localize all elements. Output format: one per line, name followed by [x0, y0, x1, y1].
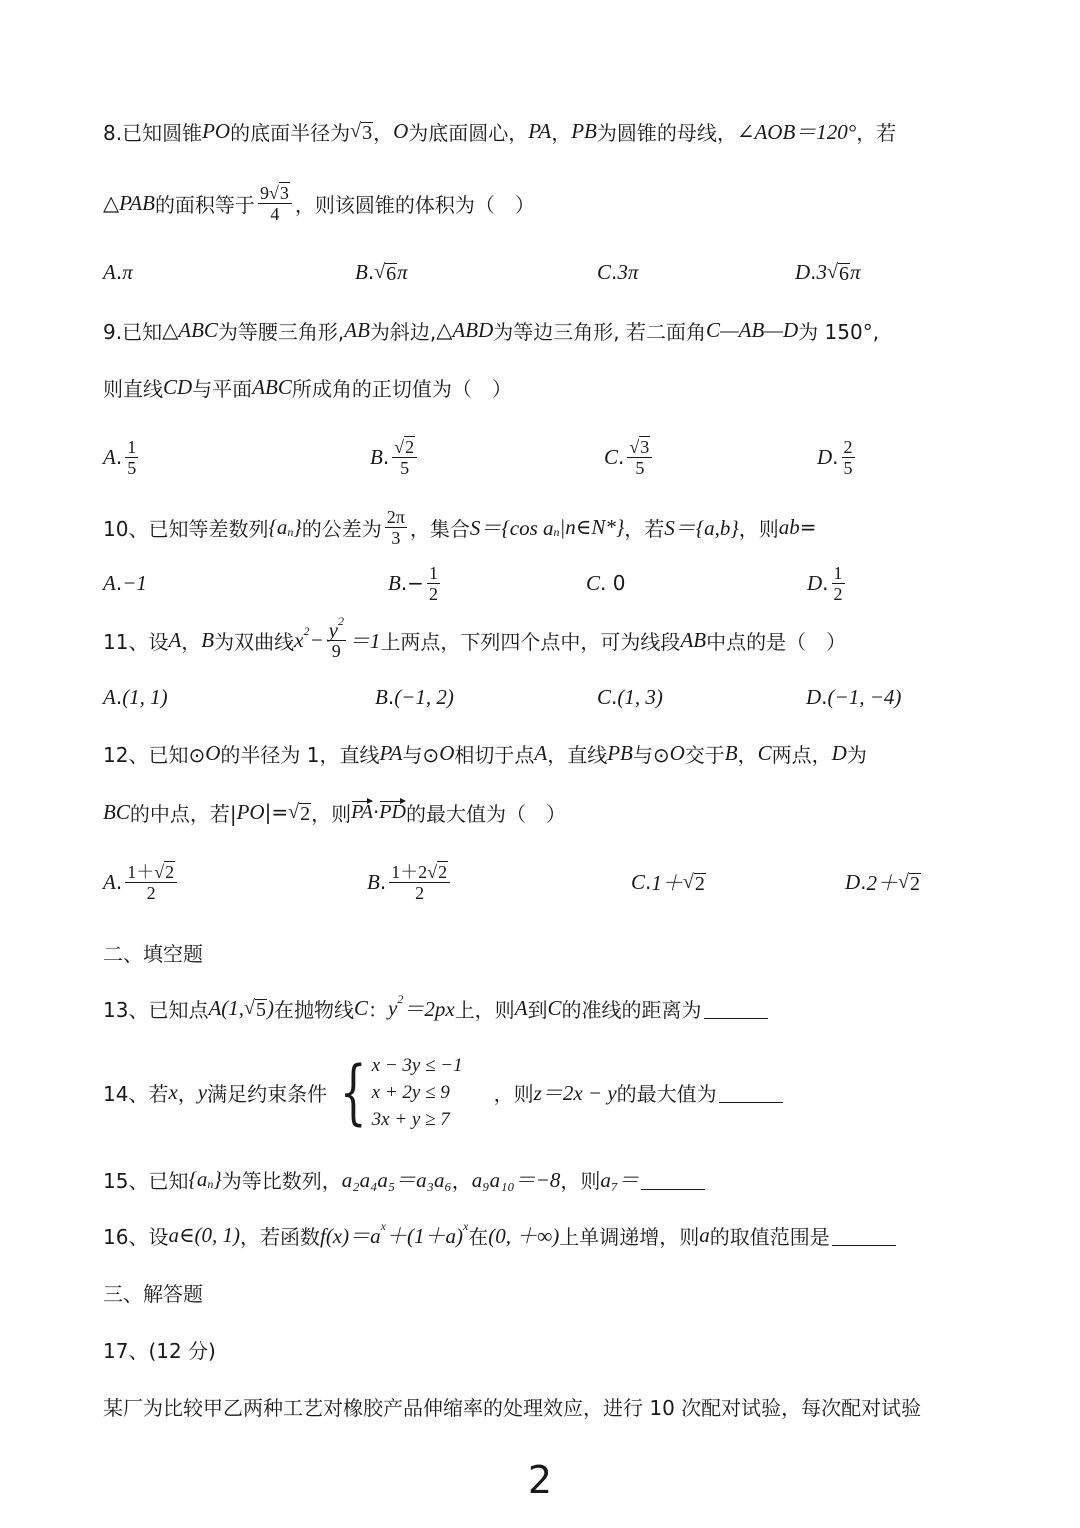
math-expression: D [807, 570, 823, 595]
math-expression: y [197, 1079, 208, 1104]
text-run: . [382, 445, 390, 469]
math-expression: y [388, 995, 398, 1020]
square-root [288, 801, 311, 824]
text-run: 二、填空题 [103, 941, 203, 966]
text-run: 2 [146, 883, 156, 903]
square-root [350, 120, 373, 143]
fraction [385, 507, 407, 548]
text-run: 2 [428, 583, 438, 604]
denominator [842, 458, 855, 478]
denominator [413, 883, 426, 903]
math-expression: (1, 1) [122, 684, 168, 709]
text-run: |= [264, 800, 289, 824]
constraint-row: x + 2y ≤ 9 [371, 1081, 450, 1103]
superscript: 2 [337, 613, 344, 628]
text-run: 2 [833, 583, 843, 604]
text-run: 的公差为 [301, 516, 382, 541]
square-root [154, 861, 175, 882]
math-expression: B [724, 740, 738, 765]
fraction [327, 613, 346, 661]
text-run: 在抛物线 [274, 997, 355, 1022]
vector: PA [351, 800, 373, 823]
text-run: 1＋2 [391, 862, 428, 882]
numerator [125, 437, 138, 458]
math-expression: C [547, 995, 562, 1020]
math-expression: S＝{cos a [469, 516, 554, 540]
text-run: ， [181, 629, 202, 654]
radical-sign-icon: √ [827, 260, 839, 283]
math-expression: x [168, 1079, 178, 1104]
page-number: 2 [527, 1458, 553, 1502]
math-expression: (0, ＋∞) [488, 1224, 560, 1248]
square-root [244, 997, 267, 1020]
text-run: 两点， [771, 742, 832, 767]
fraction [125, 437, 138, 478]
radicand: 3 [362, 121, 373, 144]
text-run: = [799, 515, 817, 539]
square-root [269, 182, 290, 203]
radicand: 2 [405, 437, 415, 457]
math-expression: PB [607, 740, 633, 765]
math-expression: C [604, 444, 619, 469]
text-run: 的最大值为 [616, 1081, 717, 1106]
text-run: 为底面圆心， [408, 120, 529, 145]
math-expression: A [514, 995, 528, 1020]
math-expression: A [103, 869, 116, 894]
text-run: 为圆锥的母线， [596, 120, 737, 145]
text-run: . [115, 260, 123, 284]
text-run: 8.已知圆锥 [103, 120, 203, 145]
answer-blank[interactable] [719, 1082, 783, 1103]
text-run: 11、设 [103, 629, 169, 654]
numerator [327, 613, 346, 642]
text-run: 3 [391, 527, 401, 548]
text-run: ，则该圆锥的体积为（ ） [294, 192, 535, 217]
fraction [125, 861, 177, 903]
text-run: 的准线的距离为 [561, 997, 702, 1022]
math-expression: {a [188, 1166, 208, 1191]
text-run: 的取值范围是 [709, 1224, 830, 1249]
fraction [427, 563, 440, 604]
math-expression: CD [163, 374, 193, 399]
math-expression: f(x)＝a [319, 1224, 381, 1248]
math-expression: B [201, 627, 215, 652]
math-expression: C [597, 684, 612, 709]
left-brace-icon: { [340, 1051, 367, 1133]
text-run: . [810, 260, 817, 284]
superscript: x [462, 1218, 469, 1233]
radical-sign-icon: √ [288, 800, 300, 823]
radicand: 2 [165, 862, 175, 882]
math-expression: ＝1 [348, 629, 381, 653]
math-expression: △ABC [162, 317, 218, 342]
text-run: . [115, 571, 123, 595]
text-run: ，集合 [409, 516, 470, 541]
text-run: 中点的是（ ） [706, 629, 847, 654]
radicand: 2 [694, 872, 705, 895]
square-root [374, 261, 397, 284]
radicand: 6 [386, 262, 397, 285]
text-run: ，若 [856, 120, 897, 145]
text-run: 为双曲线 [214, 629, 295, 654]
math-expression: B [367, 869, 380, 894]
math-expression: A [168, 627, 182, 652]
math-expression: PA [528, 118, 552, 143]
fraction [832, 563, 845, 604]
math-expression: PA [379, 740, 403, 765]
text-run: 5 [843, 457, 853, 478]
text-run: . [367, 260, 375, 284]
radicand: 3 [279, 183, 289, 203]
math-expression: O [439, 740, 455, 765]
math-expression: a∈(0, 1) [168, 1222, 240, 1247]
text-run: 9 [331, 640, 341, 661]
text-run: 所成角的正切值为（ ） [291, 376, 512, 401]
numerator [385, 507, 407, 528]
fraction [389, 861, 450, 903]
math-expression: a₉a₁₀＝−8 [471, 1168, 561, 1192]
text-run: ，则 [560, 1168, 601, 1193]
math-expression: C [354, 995, 369, 1020]
fraction [842, 437, 855, 478]
math-expression: (−1, 2) [394, 684, 454, 709]
text-run: . [860, 870, 867, 894]
math-expression: y [328, 617, 338, 642]
text-run: . [115, 445, 123, 469]
subscript: n [553, 524, 560, 539]
math-expression: ＋(1＋a) [385, 1224, 463, 1248]
math-expression: B [375, 684, 388, 709]
math-expression: D [831, 740, 847, 765]
denominator [427, 584, 440, 604]
text-run: 的中点，若| [129, 801, 237, 826]
text-run: . [822, 571, 829, 595]
radicand: 2 [438, 862, 448, 882]
answer-blank[interactable] [641, 1169, 705, 1190]
answer-blank[interactable] [704, 998, 768, 1019]
math-expression: A [103, 444, 116, 469]
math-expression: π [397, 259, 408, 284]
math-expression: O [669, 740, 685, 765]
text-run: 1 [833, 562, 843, 583]
text-run: 上，则 [454, 997, 515, 1022]
superscript: x [380, 1218, 386, 1233]
math-expression: a [699, 1222, 710, 1247]
math-expression: |n∈N*} [559, 514, 625, 539]
text-run: ，则 [738, 516, 779, 541]
math-expression: ＝2px [403, 997, 455, 1021]
text-run: 为斜边, [369, 319, 437, 344]
math-expression: △PAB [103, 190, 155, 215]
text-run: 为 150°, [798, 319, 880, 344]
square-root [827, 261, 850, 284]
math-expression: D [795, 259, 811, 284]
constraint-system [331, 1052, 490, 1133]
text-run: 某厂为比较甲乙两种工艺对橡胶产品伸缩率的处理效应，进行 10 次配对试验，每次配对试验 [103, 1395, 922, 1420]
radical-sign-icon: √ [350, 119, 362, 142]
fraction [258, 182, 292, 224]
text-run: 上两点，下列四个点中，可为线段 [380, 629, 681, 654]
square-root [394, 436, 415, 457]
denominator [125, 458, 138, 478]
text-run: 满足约束条件 [207, 1081, 328, 1106]
text-run: 2π [386, 506, 405, 527]
text-run: 1 [428, 562, 438, 583]
math-expression: (−1, −4) [827, 684, 902, 709]
answer-blank[interactable] [832, 1225, 896, 1246]
text-run: ， [451, 1168, 472, 1193]
text-run: 上单调递增，则 [559, 1224, 700, 1249]
text-run: 交于 [684, 742, 725, 767]
radical-sign-icon: √ [154, 862, 165, 882]
math-expression: (1, 3) [617, 684, 663, 709]
text-run: 的最大值为（ ） [405, 801, 566, 826]
denominator [145, 883, 158, 903]
math-expression: 2＋ [866, 871, 899, 895]
math-expression: x [294, 627, 304, 652]
numerator [627, 436, 652, 458]
radicand: 3 [640, 437, 650, 457]
math-expression: ) [267, 995, 275, 1020]
numerator [392, 436, 417, 458]
math-expression: a₂a₄a₅＝a₃a₆ [341, 1168, 452, 1192]
math-expression: − [309, 627, 324, 652]
subscript: n [207, 1176, 214, 1191]
fraction [392, 436, 417, 478]
math-expression: {a [268, 514, 288, 539]
math-expression: O [205, 740, 221, 765]
square-root [427, 861, 448, 882]
numerator [258, 182, 292, 204]
text-run: . [821, 685, 828, 709]
numerator [427, 563, 440, 584]
math-expression: z＝2x − y [533, 1081, 617, 1105]
math-expression: C [631, 869, 646, 894]
text-run: 2 [843, 436, 853, 457]
text-run: . [832, 445, 839, 469]
text-run: 12、已知⊙ [103, 742, 206, 767]
math-expression: PO [202, 118, 231, 143]
math-expression: 3π [617, 259, 639, 284]
superscript: 2 [303, 623, 310, 638]
text-run: 15、已知 [103, 1168, 189, 1193]
math-expression: B [355, 259, 368, 284]
math-expression: π [850, 259, 861, 284]
radical-sign-icon: √ [244, 996, 256, 1019]
denominator [398, 458, 411, 478]
text-run: 9.已知 [103, 319, 163, 344]
text-run: 10、已知等差数列 [103, 516, 269, 541]
denominator [268, 204, 281, 224]
text-run: 4 [270, 204, 280, 224]
text-run: ， [737, 742, 758, 767]
radical-sign-icon: √ [427, 862, 438, 882]
math-expression: PO [236, 799, 265, 824]
text-run: ， [177, 1081, 198, 1106]
superscript: 2 [397, 991, 404, 1006]
numerator [389, 861, 450, 883]
radicand: 6 [839, 262, 850, 285]
math-expression: BC [103, 799, 130, 824]
text-run: . [645, 870, 652, 894]
text-run: . [115, 685, 123, 709]
text-run: 2 [415, 883, 425, 903]
denominator [633, 458, 646, 478]
numerator [125, 861, 177, 883]
math-expression: π [122, 259, 133, 284]
math-expression: A [534, 740, 548, 765]
vector: PD [379, 800, 406, 823]
denominator [832, 584, 845, 604]
radicand: 2 [910, 872, 921, 895]
math-expression: D [806, 684, 822, 709]
text-run: ， [373, 120, 394, 145]
text-run: 为等边三角形, 若二面角 [493, 319, 706, 344]
math-expression: 1＋ [651, 871, 683, 895]
radical-sign-icon: √ [268, 183, 279, 203]
text-run: 与⊙ [402, 742, 440, 767]
text-run: 16、设 [103, 1224, 169, 1249]
text-run: 5 [127, 457, 137, 478]
math-expression: A [103, 684, 116, 709]
text-run: 相切于点 [454, 742, 535, 767]
radical-sign-icon: √ [394, 437, 405, 457]
text-run: . [611, 685, 618, 709]
math-expression: S＝{a,b} [664, 516, 739, 540]
math-expression: D [817, 444, 833, 469]
math-expression: ab [778, 514, 800, 539]
radical-sign-icon: √ [629, 437, 640, 457]
math-expression: △ABD [436, 317, 494, 342]
square-root [629, 436, 650, 457]
text-run: . [618, 445, 625, 469]
math-expression: C [757, 740, 772, 765]
text-run: 为等比数列， [221, 1168, 342, 1193]
text-run: 9 [259, 183, 269, 203]
denominator [389, 528, 402, 548]
text-run: ， [551, 120, 572, 145]
denominator [330, 641, 343, 661]
text-run: 在 [468, 1224, 489, 1249]
text-run: ，直线 [547, 742, 608, 767]
text-run: ： [368, 997, 389, 1022]
radicand: 5 [256, 998, 267, 1021]
math-expression: C [597, 259, 612, 284]
numerator [842, 437, 855, 458]
math-expression: a₇＝ [600, 1168, 640, 1192]
math-expression: B [388, 570, 401, 595]
math-expression: ∠AOB＝120° [736, 120, 857, 144]
text-run: 为 [846, 742, 867, 767]
text-run: 到 [527, 997, 548, 1022]
text-run: .− [400, 571, 424, 595]
text-run: 1＋ [127, 862, 155, 882]
text-run: 为等腰三角形, [217, 319, 345, 344]
radicand: 2 [300, 802, 311, 825]
math-expression: C [586, 570, 601, 595]
radical-sign-icon: √ [898, 870, 910, 893]
text-run: 5 [635, 458, 645, 478]
subscript: n [287, 524, 294, 539]
text-run: . [115, 870, 123, 894]
math-expression: PB [571, 118, 597, 143]
text-run: 13、已知点 [103, 997, 209, 1022]
text-run: ，若 [624, 516, 665, 541]
text-run: . [387, 685, 395, 709]
math-expression: } [293, 514, 302, 539]
numerator [832, 563, 845, 584]
math-expression: D [845, 869, 861, 894]
text-run: 则直线 [103, 376, 163, 401]
text-run: 1 [127, 436, 137, 457]
square-root [898, 871, 921, 894]
text-run: 5 [400, 458, 410, 478]
math-expression: B [370, 444, 383, 469]
math-expression: A [103, 570, 116, 595]
radical-sign-icon: √ [682, 870, 694, 893]
text-run: ，则 [493, 1081, 534, 1106]
text-run: 与平面 [192, 376, 253, 401]
math-expression: O [393, 118, 409, 143]
math-expression: A [103, 259, 116, 284]
text-run: · [372, 800, 380, 824]
math-expression: A(1, [208, 995, 245, 1020]
constraint-row: x − 3y ≤ −1 [371, 1054, 463, 1076]
text-run: ，若函数 [239, 1224, 320, 1249]
fraction [627, 436, 652, 478]
text-run: . [611, 260, 618, 284]
text-run: 三、解答题 [103, 1281, 203, 1306]
square-root [683, 871, 706, 894]
text-run: . 0 [600, 571, 626, 595]
text-run: 14、若 [103, 1081, 169, 1106]
text-run: . [379, 870, 387, 894]
text-run: 17、(12 分) [103, 1338, 216, 1363]
math-expression: C—AB—D [705, 317, 799, 342]
radical-sign-icon: √ [374, 260, 386, 283]
text-run: 的底面半径为 [230, 120, 351, 145]
math-expression: AB [344, 317, 370, 342]
math-expression: AB [680, 627, 707, 652]
text-run: 的半径为 1，直线 [220, 742, 380, 767]
text-run: 的面积等于 [154, 192, 255, 217]
constraint-row: 3x + y ≥ 7 [371, 1108, 450, 1130]
math-expression: ABC [252, 374, 292, 399]
text-run: 与⊙ [632, 742, 670, 767]
math-expression: 3 [816, 259, 828, 284]
math-expression: } [213, 1166, 222, 1191]
math-expression: −1 [122, 570, 147, 595]
constraint-rows [372, 1052, 490, 1133]
text-run: ，则 [311, 801, 352, 826]
